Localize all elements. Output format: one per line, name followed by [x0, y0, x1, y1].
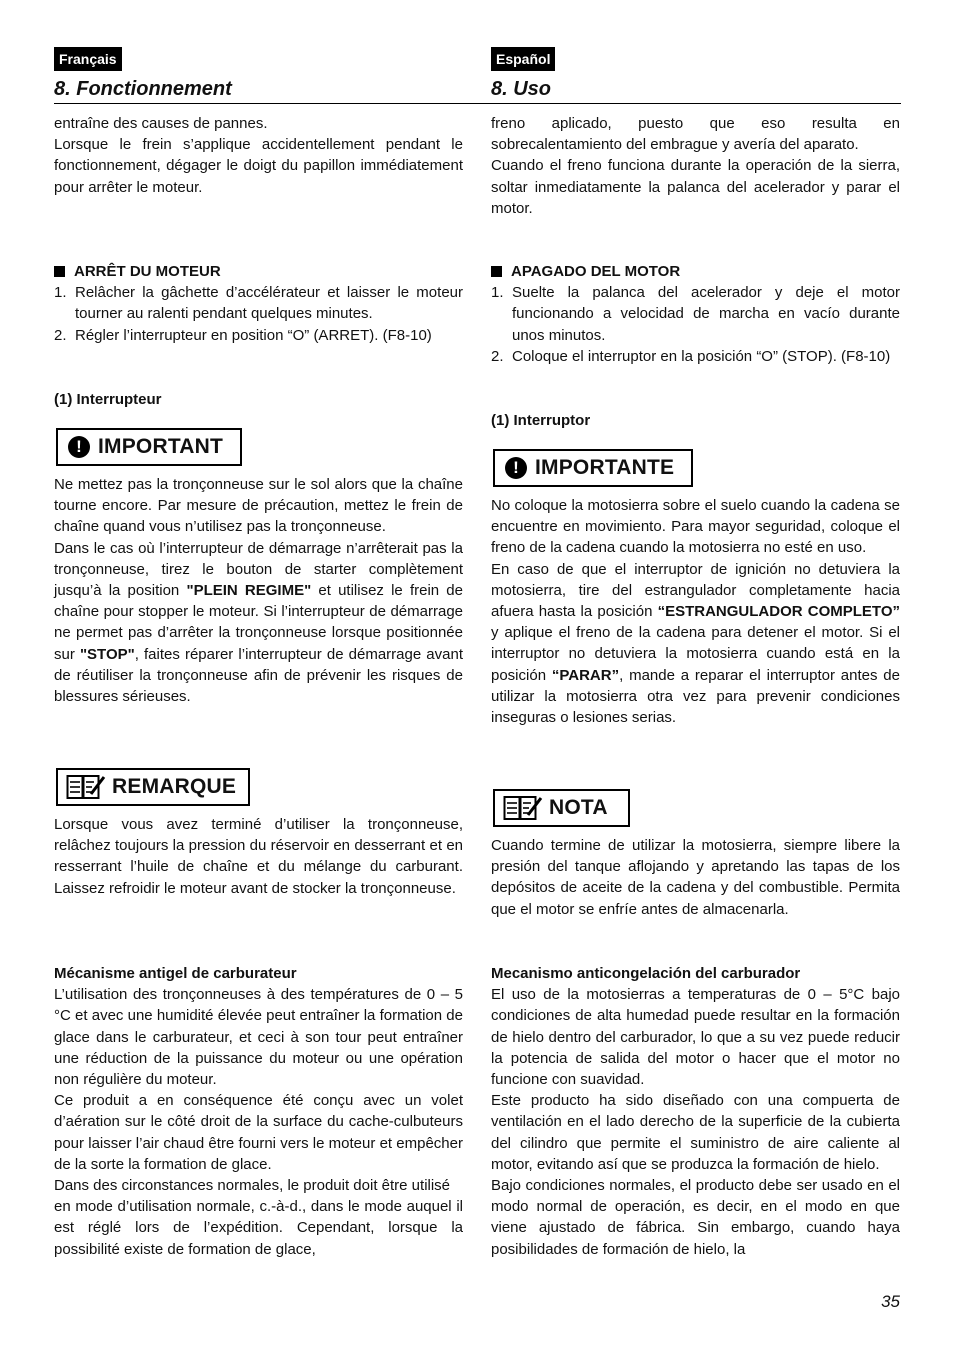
square-bullet-icon: [491, 266, 502, 277]
list-item: [491, 346, 900, 367]
step-number: 1.: [491, 284, 504, 302]
heading-text: ARRÊT DU MOTEUR: [74, 263, 221, 280]
paragraph: Bajo condiciones normales, el producto debe ser usado en el modo normal de operación, es decir, en el modo en que viene ajustado de fábrica. Sin embargo, cuando haya posibilidades de formación de hielo, la: [491, 1177, 900, 1258]
paragraph: Ne mettez pas la tronçonneuse sur le sol alors que la chaîne tourne encore. Par mesure de précaution, mettez le frein de chaîne quand vous n’utilisez pas la tronçonneuse.: [54, 476, 463, 536]
note-text: [54, 814, 463, 899]
important-label: IMPORTANT: [98, 435, 224, 458]
intro-text: [491, 113, 900, 219]
antifreeze-heading: Mecanismo anticongelación del carburador: [491, 965, 801, 982]
language-tab: Français: [54, 47, 122, 71]
paragraph: freno aplicado, puesto que eso resulta en sobrecalentamiento del embrague y avería del aparato.: [491, 115, 900, 154]
text-run: Dans le cas où l’interrupteur de démarrage n’arrêterait pas la tronçonneuse, tirez le bouton de starter complètement jusqu’à la position: [54, 539, 463, 600]
text-run: et utilisez le frein de chaîne pour stopper le moteur. Si l’interrupteur de démarrage ne permet pas d’arrêter la tronçonneuse lorsque positionnée sur: [54, 582, 463, 663]
note-box: [493, 789, 630, 827]
figure-legend: [491, 410, 900, 431]
section-title: 8. Fonctionnement: [54, 78, 232, 100]
legend-label: (1) Interruptor: [491, 412, 591, 429]
paragraph: El uso de la motosierras a temperaturas de 0 – 5°C bajo condiciones de alta humedad puede resultar en la formación de hielo dentro del carburador, lo que a su vez puede reducir la potencia de salida del motor o hacer que el motor no funcione con suavidad.: [491, 986, 900, 1089]
paragraph: Este producto ha sido diseñado con una compuerta de ventilación en el lado derecho de la superficie de la cubierta del cilindro que permite el suministro de aire caliente al motor, evitando así que se produzca la formación de hielo.: [491, 1092, 900, 1173]
important-box: [493, 449, 693, 487]
language-tab: Español: [491, 47, 555, 71]
paragraph: Dans des circonstances normales, le produit doit être utilisé: [54, 1177, 451, 1195]
stop-engine-heading: [54, 261, 463, 282]
book-pencil-icon: [66, 773, 106, 801]
exclamation-icon: !: [68, 436, 90, 458]
list-item: [491, 282, 900, 346]
stop-engine-steps: [491, 282, 900, 367]
important-box: [56, 428, 242, 466]
paragraph: Cuando el freno funciona durante la operación de la sierra, soltar inmediatamente la palanca del acelerador y parar el motor.: [491, 157, 900, 217]
bold-text: “ESTRANGULADOR COMPLETO”: [657, 603, 900, 621]
exclamation-icon: !: [505, 457, 527, 479]
antifreeze-section: [491, 963, 900, 1260]
paragraph: No coloque la motosierra sobre el suelo cuando la cadena se encuentre en movimiento. Para mayor seguridad, coloque el freno de la cadena cuando la motosierra no esté en uso.: [491, 497, 900, 557]
important-text: [491, 495, 900, 728]
list-item: [54, 282, 463, 324]
square-bullet-icon: [54, 266, 65, 277]
antifreeze-section: [54, 963, 463, 1260]
list-item: [54, 325, 463, 346]
step-text: Coloque el interruptor en la posición “O” (STOP). (F8-10): [512, 347, 891, 365]
stop-engine-section: [54, 261, 463, 346]
stop-engine-steps: [54, 282, 463, 346]
intro-text: [54, 113, 463, 198]
step-number: 1.: [54, 284, 67, 302]
important-text: [54, 474, 463, 707]
step-text: Relâcher la gâchette d’accélérateur et laisser le moteur tourner au ralenti pendant quelques minutes.: [75, 284, 463, 323]
step-number: 2.: [54, 326, 67, 344]
text-run: En caso de que el interruptor de ignición no detuviera la motosierra, tire del estrangulador completamente hacia afuera hasta la posición: [491, 560, 900, 621]
paragraph: [491, 559, 900, 729]
stop-engine-heading: [491, 261, 900, 282]
text-run: y aplique el freno de la cadena para detener el motor. Si el interruptor no detuviera la motosierra cuando está en la posición: [491, 624, 900, 684]
legend-label: (1) Interrupteur: [54, 391, 162, 408]
figure-legend: [54, 389, 463, 410]
step-text: Régler l’interrupteur en position “O” (ARRET). (F8-10): [75, 326, 432, 344]
book-pencil-icon: [503, 794, 543, 822]
paragraph: Lorsque vous avez terminé d’utiliser la tronçonneuse, relâchez toujours la pression du réservoir en desserrant et en resserrant l’huile de chaîne et du mélange du carburant. Laissez refroidir le moteur avant de stocker la tronçonneuse.: [54, 816, 463, 897]
text-run: , mande a reparar el interruptor antes de utilizar la motosierra otra vez para prevenir condiciones inseguras o lesiones serias.: [491, 666, 900, 727]
note-box: [56, 768, 250, 806]
bold-text: “PARAR”: [551, 666, 620, 684]
step-text: Suelte la palanca del acelerador y deje el motor funcionando a velocidad de marcha en vacío durante unos minutos.: [512, 284, 900, 344]
paragraph: Cuando termine de utilizar la motosierra, siempre libere la presión del tanque aflojando y apretando las tapas de los depósitos de aceite de la cadena y del combustible. Permita que el motor se enfríe antes de almacenarla.: [491, 837, 900, 918]
paragraph: Lorsque le frein s’applique accidentellement pendant le fonctionnement, dégager le doigt du papillon immédiatement pour arrêter le moteur.: [54, 136, 463, 196]
page-number: 35: [881, 1292, 900, 1311]
header-divider: [54, 103, 901, 104]
text-run: , faites réparer l’interrupteur de démarrage avant de réutiliser la tronçonneuse afin de prévenir les risques de blessures sérieuses.: [54, 645, 463, 706]
paragraph: entraîne des causes de pannes.: [54, 115, 268, 132]
paragraph: L’utilisation des tronçonneuses à des températures de 0 – 5 °C et avec une humidité élevée peut entraîner la formation de glace dans le carburateur, et ceci à son tour peut entraîner une réduction de la puissance du moteur ou une opération non régulière du moteur.: [54, 986, 463, 1089]
bold-text: "STOP": [79, 645, 135, 663]
note-label: REMARQUE: [112, 775, 237, 798]
bold-text: "PLEIN REGIME": [186, 582, 312, 600]
stop-engine-section: [491, 261, 900, 367]
antifreeze-heading: Mécanisme antigel de carburateur: [54, 965, 297, 982]
paragraph: Ce produit a en conséquence été conçu avec un volet d’aération sur le côté droit de la surface du cache-culbuteurs pour laisser l’air chaud être fourni vers le moteur et empêcher de la sorte la formation de glace.: [54, 1092, 463, 1173]
step-number: 2.: [491, 347, 504, 365]
note-label: NOTA: [549, 796, 608, 819]
section-title: 8. Uso: [491, 78, 552, 100]
paragraph: en mode d’utilisation normale, c.-à-d., dans le mode auquel il est réglé lors de l’expédition. Cependant, lorsque la possibilité existe de formation de glace,: [54, 1198, 463, 1258]
important-label: IMPORTANTE: [535, 456, 675, 479]
note-text: [491, 835, 900, 920]
heading-text: APAGADO DEL MOTOR: [511, 263, 681, 280]
paragraph: [54, 538, 463, 708]
